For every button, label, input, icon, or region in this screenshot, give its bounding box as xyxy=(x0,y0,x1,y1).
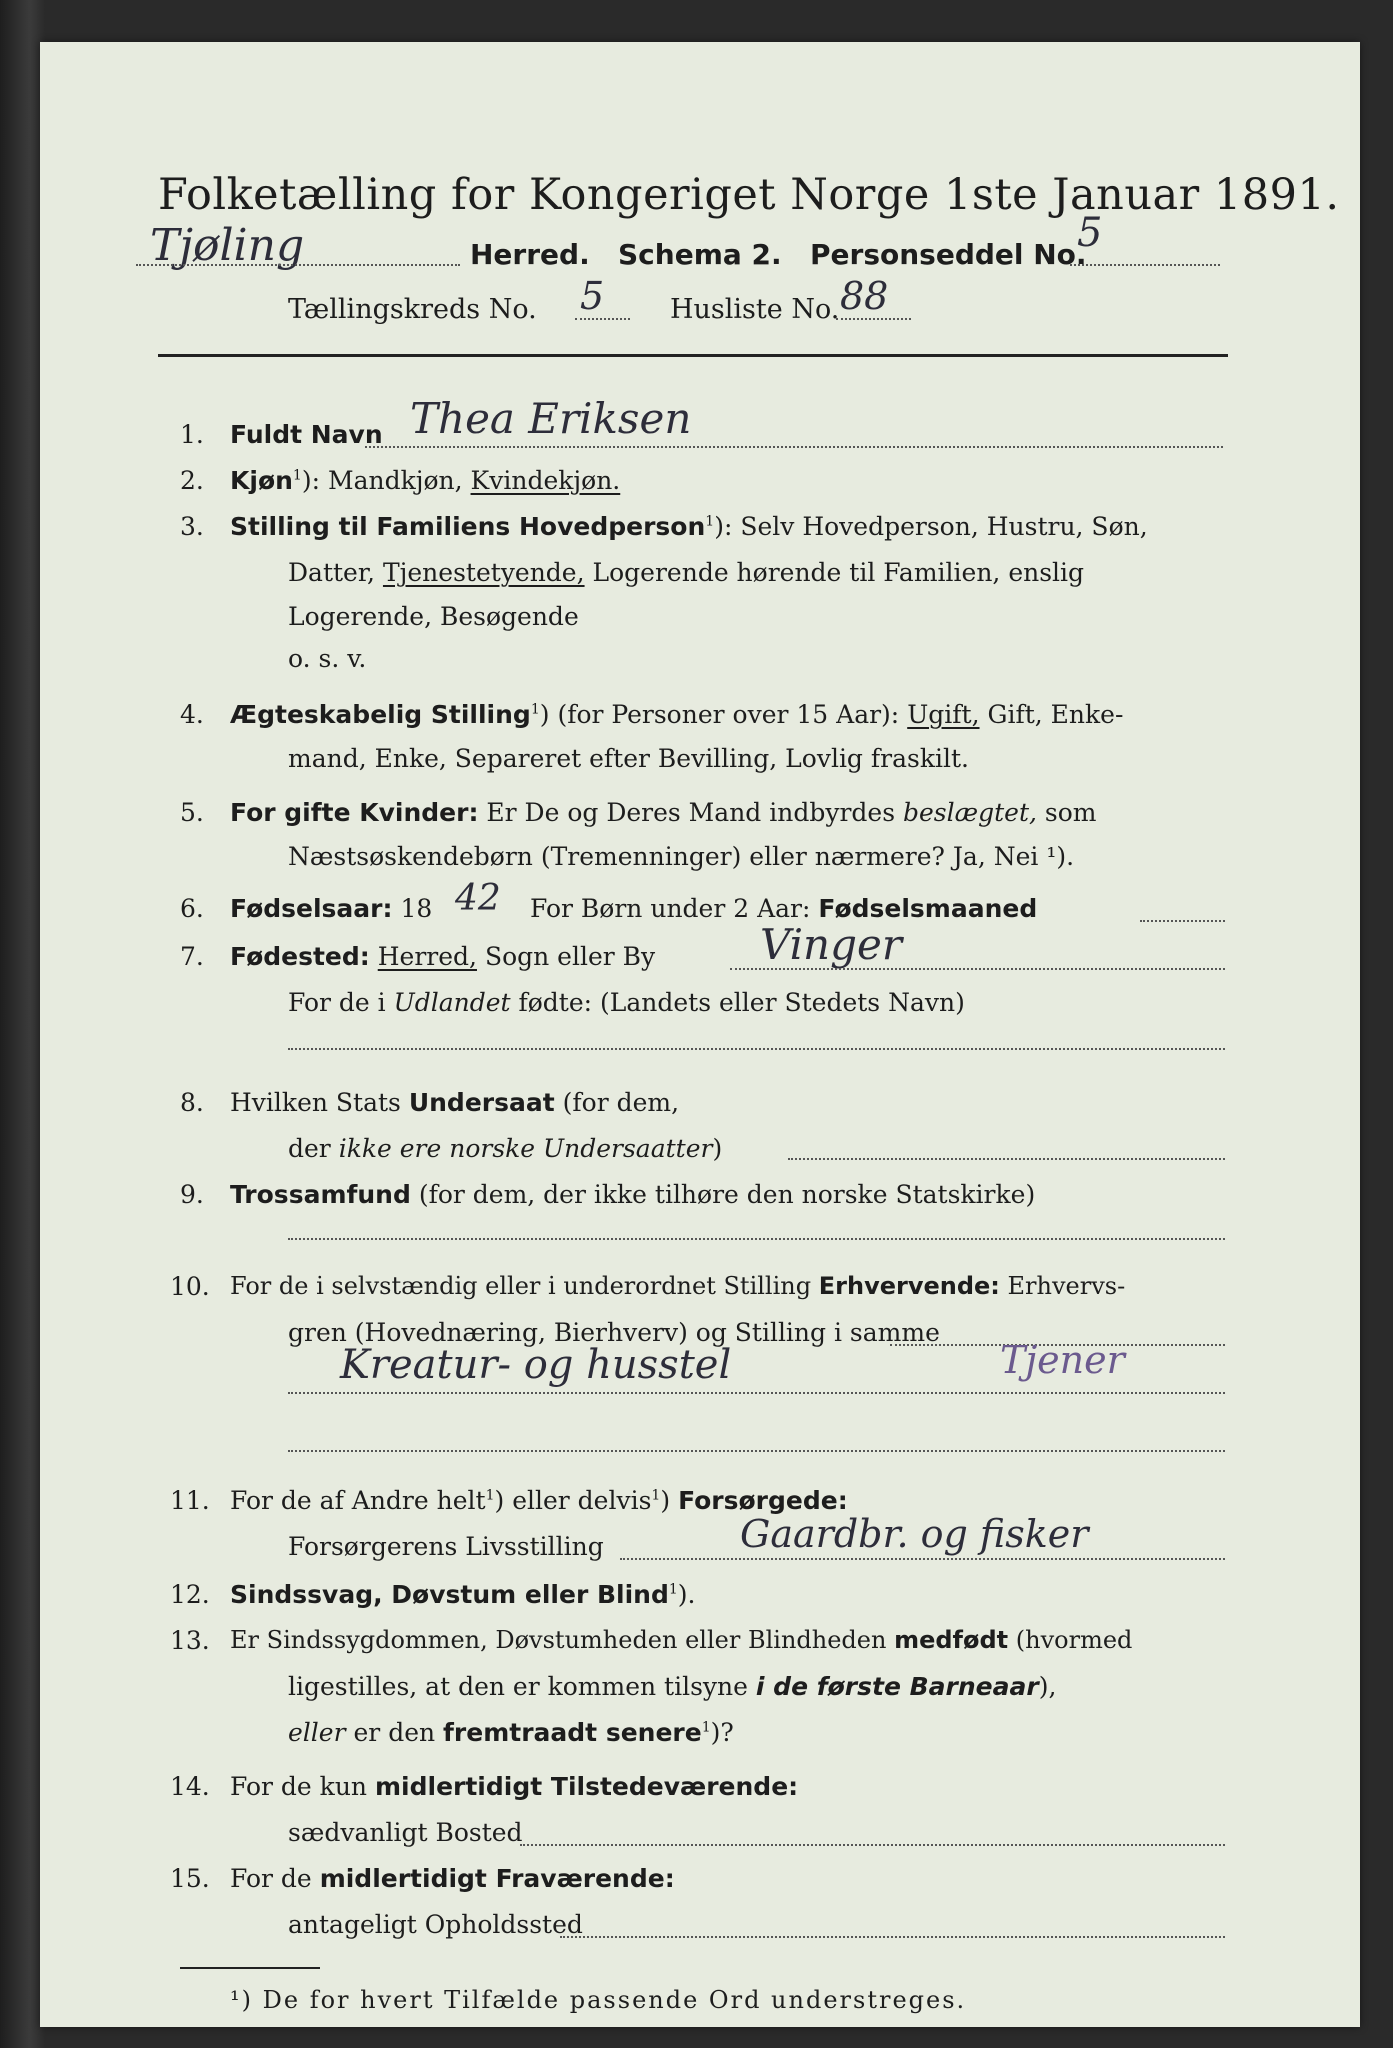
q9-rest: (for dem, der ikke tilhøre den norske Statskirke) xyxy=(418,1180,1036,1209)
q1-dotted-line xyxy=(365,446,1223,448)
q6-rest-bold: Fødselsmaaned xyxy=(818,894,1038,923)
q7-dotted-line xyxy=(730,968,1225,970)
q10-line1 xyxy=(230,1272,1125,1300)
q5-line1 xyxy=(230,798,1097,827)
q2-number: 2. xyxy=(180,466,204,495)
q5-label: For gifte Kvinder: xyxy=(230,798,479,827)
q3-label: Stilling til Familiens Hovedperson xyxy=(230,512,706,541)
q6-dotted-line xyxy=(1140,920,1225,922)
q3-line2 xyxy=(288,558,1084,587)
q2-colon: ): xyxy=(301,466,321,495)
q4-label: Ægteskabelig Stilling xyxy=(230,700,531,729)
q11-dotted-line xyxy=(620,1558,1225,1560)
personseddel-handwritten: 5 xyxy=(1077,210,1103,256)
q12-ref: 1 xyxy=(668,1581,678,1598)
q3-line1 xyxy=(230,512,1148,541)
personseddel-label: Personseddel No. xyxy=(810,238,1087,271)
q9-dotted-line xyxy=(288,1238,1225,1240)
q5-rest-italic: beslægtet, xyxy=(903,798,1037,827)
q1-answer-handwritten: Thea Eriksen xyxy=(410,394,692,443)
q11-line1-c: ) xyxy=(660,1486,671,1515)
q3-number: 3. xyxy=(180,512,204,541)
q7-number: 7. xyxy=(180,942,204,971)
q8-line1-bold: Undersaat xyxy=(408,1088,555,1117)
q13-line3-bold: fremtraadt senere xyxy=(443,1718,702,1747)
q4-rest-b: Gift, Enke- xyxy=(987,700,1124,729)
q13-line2-a: ligestilles, at den er kommen tilsyne xyxy=(288,1672,748,1701)
q11-line2: Forsørgerens Livsstilling xyxy=(288,1532,604,1561)
q8-dotted-line xyxy=(788,1158,1225,1160)
herred-label: Herred. xyxy=(470,238,590,271)
q10-line1-a: For de i selvstændig eller i underordnet Stilling xyxy=(230,1272,812,1300)
q13-line1-bold: medfødt xyxy=(894,1626,1009,1654)
q13-line1-b: (hvormed xyxy=(1015,1626,1133,1654)
q4-number: 4. xyxy=(180,700,204,729)
q13-line2 xyxy=(288,1672,1056,1701)
q11-ref-1: 1 xyxy=(485,1487,495,1504)
q13-line3 xyxy=(288,1718,734,1747)
footnote-text: ¹) De for hvert Tilfælde passende Ord understreges. xyxy=(230,1986,967,2014)
q7-line2-italic: Udlandet xyxy=(393,988,511,1017)
q11-ref-2: 1 xyxy=(651,1487,661,1504)
q7-rest: Sogn eller By xyxy=(484,942,656,971)
q7-extra-dotted-line xyxy=(288,1048,1225,1050)
footnote-rule xyxy=(180,1967,320,1969)
q13-line3-a: er den xyxy=(353,1718,436,1747)
q4-footnote-ref: 1 xyxy=(530,701,540,718)
husliste-handwritten: 88 xyxy=(840,274,889,318)
q4-underlined: Ugift, xyxy=(907,700,980,729)
q11-line1-bold: Forsørgede: xyxy=(678,1486,848,1515)
q14-line1-bold: midlertidigt Tilstedeværende: xyxy=(374,1772,799,1801)
q6-number: 6. xyxy=(180,894,204,923)
q6-answer-handwritten: 42 xyxy=(455,878,501,919)
q7-line2-a: For de i xyxy=(288,988,386,1017)
q14-number: 14. xyxy=(170,1772,210,1801)
q15-dotted-line xyxy=(560,1936,1225,1938)
q8-line2 xyxy=(288,1134,722,1163)
q10-line1-b: Erhvervs- xyxy=(1007,1272,1126,1300)
q5-rest-b: som xyxy=(1044,798,1097,827)
q12-label: Sindssvag, Døvstum eller Blind xyxy=(230,1580,669,1609)
q7-label: Fødested: xyxy=(230,942,370,971)
kreds-label: Tællingskreds No. xyxy=(288,294,537,325)
form-title: Folketælling for Kongeriget Norge 1ste Januar 1891. xyxy=(158,170,1340,220)
q13-ref: 1 xyxy=(701,1719,711,1736)
q15-line1-bold: midlertidigt Fraværende: xyxy=(319,1864,675,1893)
q4-rest-a: ) (for Personer over 15 Aar): xyxy=(539,700,900,729)
q5-number: 5. xyxy=(180,798,204,827)
schema-label: Schema 2. xyxy=(618,238,782,271)
q2-option-female-underlined: Kvindekjøn. xyxy=(470,466,621,495)
personseddel-dotted-line xyxy=(1070,264,1220,266)
q1-label: Fuldt Navn xyxy=(230,420,383,449)
q3-line1-rest: ): Selv Hovedperson, Hustru, Søn, xyxy=(714,512,1148,541)
kreds-dotted-line xyxy=(575,318,630,320)
q10-answer-handwritten: Kreatur- og husstel xyxy=(340,1342,732,1388)
q6-rest-a: For Børn under 2 Aar: xyxy=(530,894,811,923)
q3-line2-underlined: Tjenestetyende, xyxy=(382,558,585,587)
q13-line2-italic: i de første Barneaar xyxy=(755,1672,1039,1701)
q4-line1 xyxy=(230,700,1123,729)
q13-line1 xyxy=(230,1626,1132,1654)
q9-label: Trossamfund xyxy=(230,1180,411,1209)
q15-line2: antageligt Opholdssted xyxy=(288,1910,583,1939)
q3-line3: Logerende, Besøgende xyxy=(288,602,579,631)
q6-label: Fødselsaar: xyxy=(230,894,393,923)
q8-number: 8. xyxy=(180,1088,204,1117)
q14-line1-a: For de kun xyxy=(230,1772,368,1801)
q7-line2 xyxy=(288,988,965,1017)
herred-dotted-line xyxy=(136,264,460,266)
q1-number: 1. xyxy=(180,420,204,449)
q13-line3-italic: eller xyxy=(288,1718,346,1747)
q8-line1 xyxy=(230,1088,679,1117)
q4-line2: mand, Enke, Separeret efter Bevilling, Lovlig fraskilt. xyxy=(288,744,969,773)
q12-line xyxy=(230,1580,696,1609)
q8-line1-a: Hvilken Stats xyxy=(230,1088,401,1117)
q10-line2: gren (Hovednæring, Bierhverv) og Stilling i samme xyxy=(288,1318,940,1347)
q10-dotted-line-3 xyxy=(288,1450,1225,1452)
q11-number: 11. xyxy=(170,1486,210,1515)
husliste-label: Husliste No. xyxy=(670,294,840,325)
q11-line1-b: ) eller delvis xyxy=(494,1486,652,1515)
q2-option-male: Mandkjøn, xyxy=(327,466,463,495)
q14-dotted-line xyxy=(520,1844,1225,1846)
q14-line2: sædvanligt Bosted xyxy=(288,1818,523,1847)
q8-line1-b: (for dem, xyxy=(562,1088,680,1117)
q3-footnote-ref: 1 xyxy=(705,513,715,530)
q10-dotted-line-2 xyxy=(288,1392,1225,1394)
q13-line1-a: Er Sindssygdommen, Døvstumheden eller Blindheden xyxy=(230,1626,887,1654)
q2-label: Kjøn xyxy=(230,466,293,495)
q8-line2-a: der xyxy=(288,1134,331,1163)
q15-number: 15. xyxy=(170,1864,210,1893)
q12-number: 12. xyxy=(170,1580,210,1609)
q9-number: 9. xyxy=(180,1180,204,1209)
q7-answer-handwritten: Vinger xyxy=(760,920,902,969)
header-rule xyxy=(158,354,1228,357)
q10-number: 10. xyxy=(170,1272,210,1301)
q3-line2-b: Logerende hørende til Familien, enslig xyxy=(592,558,1085,587)
q10-position-handwritten: Tjener xyxy=(1000,1338,1125,1382)
husliste-dotted-line xyxy=(836,318,911,320)
q7-underlined: Herred, xyxy=(377,942,477,971)
q6-rest xyxy=(530,894,1037,923)
q13-number: 13. xyxy=(170,1626,210,1655)
q5-line2: Næstsøskendebørn (Tremenninger) eller nærmere? Ja, Nei ¹). xyxy=(288,842,1075,871)
q2-line xyxy=(230,466,620,495)
q15-line1-a: For de xyxy=(230,1864,312,1893)
kreds-handwritten: 5 xyxy=(580,274,605,318)
q7-line1 xyxy=(230,942,655,971)
q11-line1-a: For de af Andre helt xyxy=(230,1486,486,1515)
q14-line1 xyxy=(230,1772,798,1801)
q9-line xyxy=(230,1180,1035,1209)
q2-footnote-ref: 1 xyxy=(292,467,302,484)
q15-line1 xyxy=(230,1864,675,1893)
q8-line2-italic: ikke ere norske Undersaatter xyxy=(338,1134,713,1163)
q11-line1 xyxy=(230,1486,848,1515)
q10-line1-bold: Erhvervende: xyxy=(818,1272,1000,1300)
census-form xyxy=(40,42,1360,2027)
q13-line2-b: ), xyxy=(1038,1672,1057,1701)
herred-handwritten: Tjøling xyxy=(150,220,305,271)
q12-rest: ). xyxy=(677,1580,696,1609)
q6-prefix: 18 xyxy=(400,894,433,923)
q3-line4: o. s. v. xyxy=(288,644,367,673)
q7-line2-b: fødte: (Landets eller Stedets Navn) xyxy=(518,988,965,1017)
q3-line2-a: Datter, xyxy=(288,558,375,587)
q11-answer-handwritten: Gaardbr. og fisker xyxy=(740,1512,1089,1556)
q13-line3-b: )? xyxy=(710,1718,734,1747)
q8-line2-b: ) xyxy=(712,1134,723,1163)
q6-line xyxy=(230,894,432,923)
q5-rest-a: Er De og Deres Mand indbyrdes xyxy=(486,798,896,827)
